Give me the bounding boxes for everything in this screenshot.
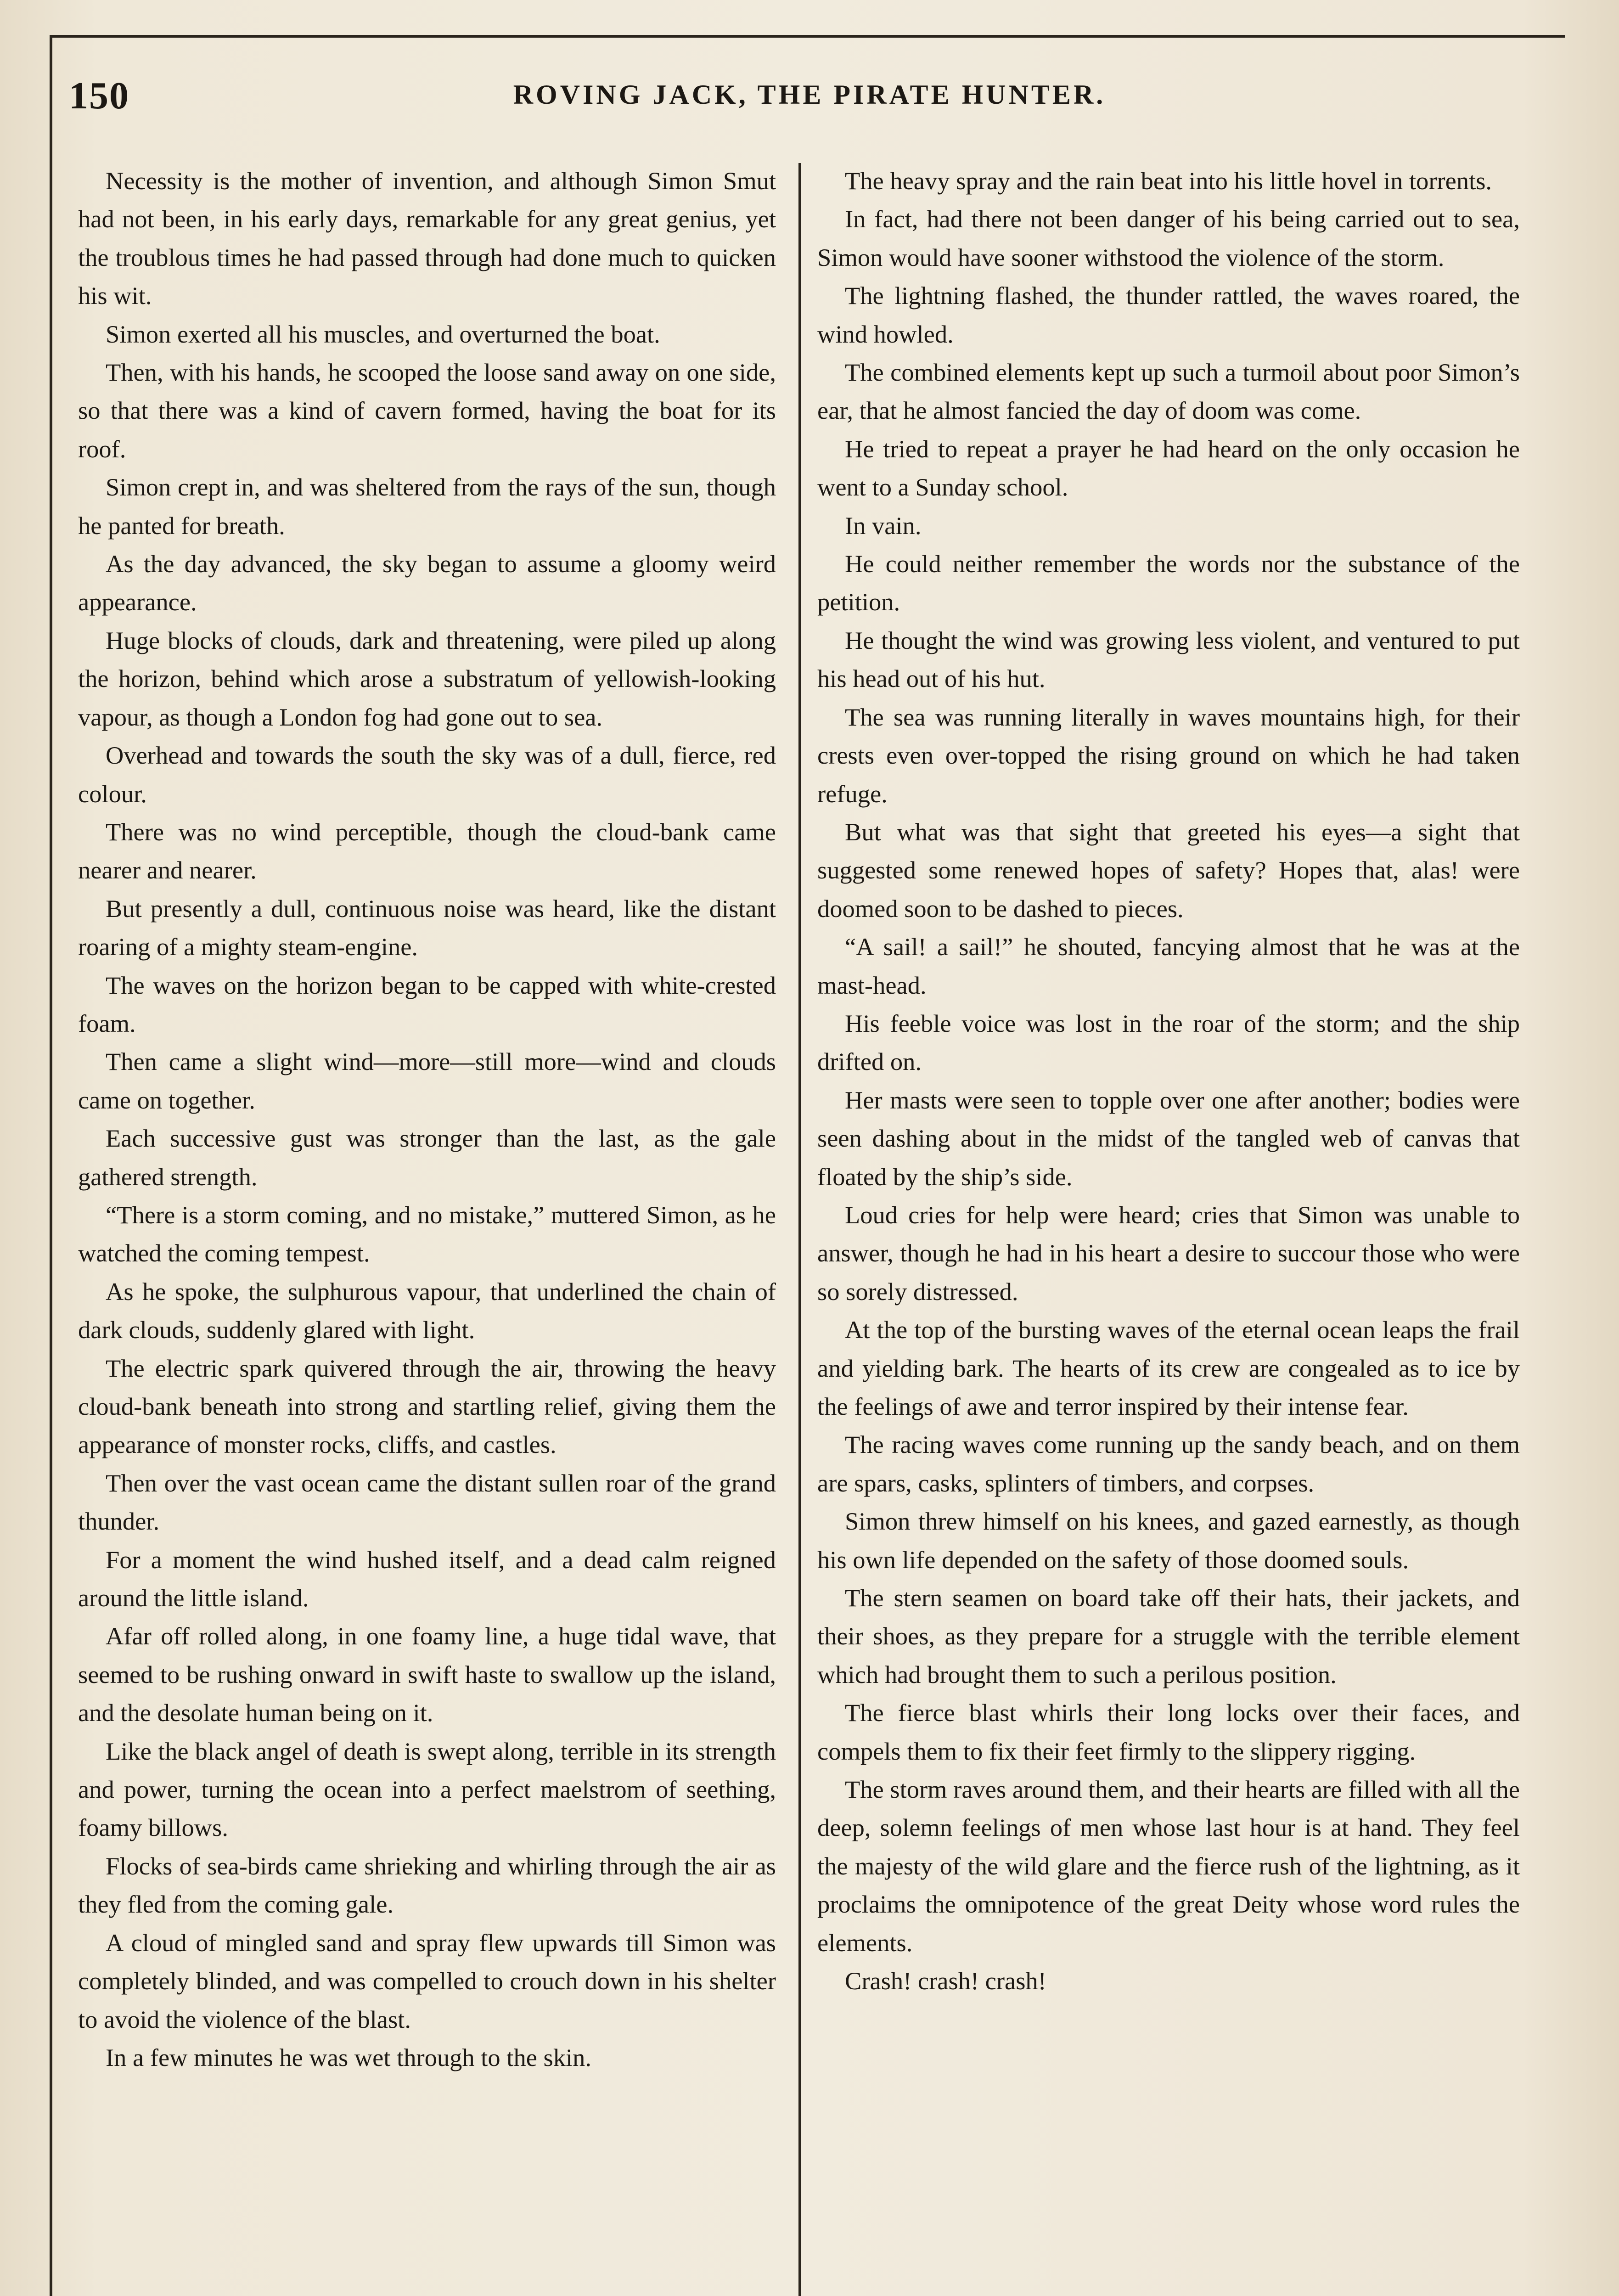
paragraph: The sea was running literally in waves mountains high, for their crests even over-topped the rising ground on which he had taken refuge. — [817, 703, 1520, 808]
paragraph: He thought the wind was growing less violent, and ventured to put his head out of his hut. — [817, 626, 1520, 693]
paragraph: Overhead and towards the south the sky was of a dull, fierce, red colour. — [78, 741, 776, 808]
paragraph: Afar off rolled along, in one foamy line, a huge tidal wave, that seemed to be rushing onward in swift haste to swallow up the island, and the desolate human being on it. — [78, 1622, 776, 1727]
paragraph: For a moment the wind hushed itself, and a dead calm reigned around the little island. — [78, 1545, 776, 1612]
paragraph: As the day advanced, the sky began to assume a gloomy weird appearance. — [78, 550, 776, 616]
paragraph: The stern seamen on board take off their hats, their jackets, and their shoes, as they prepare for a struggle with the terrible element which had brought them to such a perilous position. — [817, 1584, 1520, 1688]
running-title: ROVING JACK, THE PIRATE HUNTER. — [513, 79, 1106, 110]
paragraph: A cloud of mingled sand and spray flew upwards till Simon was completely blinded, and was compelled to crouch down in his shelter to avoid the violence of the blast. — [78, 1928, 776, 2033]
paragraph: The heavy spray and the rain beat into his little hovel in torrents. — [845, 167, 1492, 195]
page-number: 150 — [69, 74, 129, 117]
paragraph: Necessity is the mother of invention, and although Simon Smut had not been, in his early days, remarkable for any great genius, yet the troublous times he had passed through had done much to quicken his wit. — [78, 167, 776, 310]
paragraph: Huge blocks of clouds, dark and threatening, were piled up along the horizon, behind which arose a substratum of yellowish-looking vapour, as though a London fog had gone out to sea. — [78, 626, 776, 731]
paragraph: The electric spark quivered through the air, throwing the heavy cloud-bank beneath into strong and startling relief, giving them the appearance of monster rocks, cliffs, and castles. — [78, 1354, 776, 1459]
paragraph: The racing waves come running up the sandy beach, and on them are spars, casks, splinters of timbers, and corpses. — [817, 1430, 1520, 1497]
paragraph: Simon threw himself on his knees, and gazed earnestly, as though his own life depended on the safety of those doomed souls. — [817, 1507, 1520, 1574]
paragraph: Simon crept in, and was sheltered from the rays of the sun, though he panted for breath. — [78, 473, 776, 540]
top-rule — [50, 35, 1565, 38]
paragraph: In a few minutes he was wet through to the skin. — [106, 2043, 591, 2071]
paragraph: Like the black angel of death is swept along, terrible in its strength and power, turning the ocean into a perfect maelstrom of seething, foamy billows. — [78, 1737, 776, 1842]
paragraph-final: Crash! crash! crash! — [845, 1967, 1046, 1995]
paragraph: Each successive gust was stronger than the last, as the gale gathered strength. — [78, 1124, 776, 1191]
paragraph: But what was that sight that greeted his eyes—a sight that suggested some renewed hopes of safety? Hopes that, alas! were doomed soon to be dashed to pieces. — [817, 817, 1520, 923]
paragraph: The lightning flashed, the thunder rattled, the waves roared, the wind howled. — [817, 281, 1520, 348]
paragraph: “A sail! a sail!” he shouted, fancying almost that he was at the mast-head. — [817, 933, 1520, 999]
paragraph: He could neither remember the words nor the substance of the petition. — [817, 550, 1520, 616]
column-divider — [798, 163, 801, 2296]
paragraph: “There is a storm coming, and no mistake,” muttered Simon, as he watched the coming tempest. — [78, 1200, 776, 1267]
paragraph: At the top of the bursting waves of the eternal ocean leaps the frail and yielding bark. The hearts of its crew are congealed as to ice by the feelings of awe and terror inspired by their intense fear. — [817, 1316, 1520, 1420]
paragraph: The storm raves around them, and their hearts are filled with all the deep, solemn feelings of men whose last hour is at hand. They feel the majesty of the wild glare and the fierce rush of the lightning, as it proclaims the omnipotence of the great Deity whose word rules the elements. — [817, 1775, 1520, 1957]
paragraph: As he spoke, the sulphurous vapour, that underlined the chain of dark clouds, suddenly glared with light. — [78, 1277, 776, 1344]
left-column — [78, 162, 776, 2077]
paragraph: Flocks of sea-birds came shrieking and whirling through the air as they fled from the coming gale. — [78, 1851, 776, 1919]
paragraph: The fierce blast whirls their long locks over their faces, and compels them to fix their feet firmly to the slippery rigging. — [817, 1699, 1520, 1765]
paragraph: His feeble voice was lost in the roar of the storm; and the ship drifted on. — [817, 1009, 1520, 1076]
left-frame-rule — [50, 35, 52, 2296]
paragraph: Then, with his hands, he scooped the loose sand away on one side, so that there was a kind of cavern formed, having the boat for its roof. — [78, 358, 776, 463]
paragraph: Her masts were seen to topple over one after another; bodies were seen dashing about in the midst of the tangled web of canvas that floated by the ship’s side. — [817, 1086, 1520, 1191]
paragraph: Then over the vast ocean came the distant sullen roar of the grand thunder. — [78, 1469, 776, 1536]
paragraph: The combined elements kept up such a turmoil about poor Simon’s ear, that he almost fancied the day of doom was come. — [817, 358, 1520, 425]
right-column — [817, 162, 1520, 2000]
paragraph: Simon exerted all his muscles, and overturned the boat. — [106, 320, 660, 348]
paragraph: In vain. — [845, 511, 922, 540]
paragraph: Then came a slight wind—more—still more—wind and clouds came on together. — [78, 1047, 776, 1114]
paragraph: In fact, had there not been danger of his being carried out to sea, Simon would have sooner withstood the violence of the storm. — [817, 205, 1520, 271]
paragraph: But presently a dull, continuous noise was heard, like the distant roaring of a mighty steam-engine. — [78, 894, 776, 961]
paragraph: There was no wind perceptible, though the cloud-bank came nearer and nearer. — [78, 817, 776, 884]
paragraph: The waves on the horizon began to be capped with white-crested foam. — [78, 971, 776, 1037]
paragraph: He tried to repeat a prayer he had heard on the only occasion he went to a Sunday school. — [817, 434, 1520, 501]
paragraph: Loud cries for help were heard; cries that Simon was unable to answer, though he had in his heart a desire to succour those who were so sorely distressed. — [817, 1200, 1520, 1306]
